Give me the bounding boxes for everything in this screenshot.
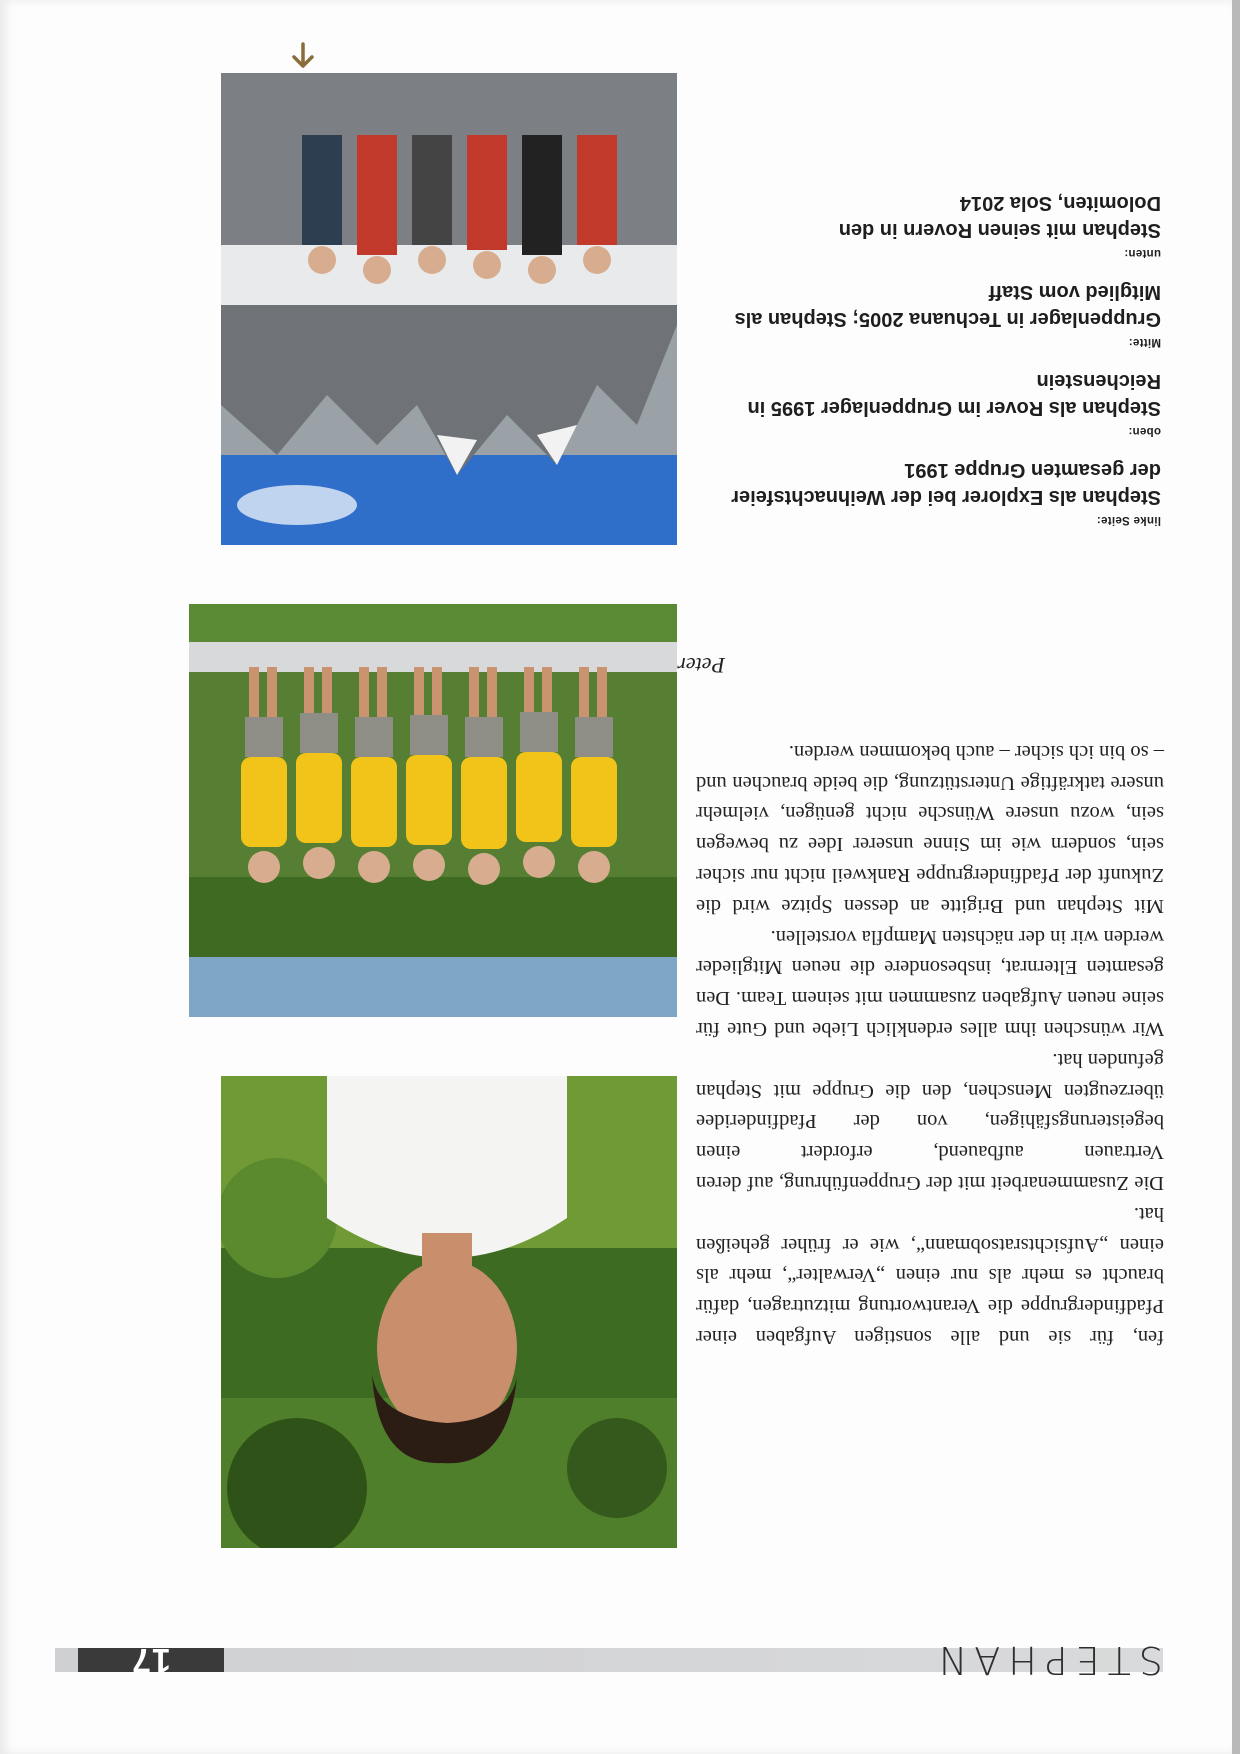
caption-label: oben: [1128, 425, 1161, 437]
arrow-up-icon [288, 40, 318, 70]
author-signature: Peter [677, 653, 725, 678]
page-number: 17 [131, 1641, 171, 1679]
caption-text: Stephan als Explorer bei der Weihnachtsfeier der gesamten Gruppe 1991 [731, 459, 1161, 508]
caption-text: Stephan mit seinen Rovern in den Dolomiten, Sola 2014 [838, 192, 1161, 241]
photo-stephan-portrait [221, 1076, 677, 1548]
caption-label: unten: [1124, 247, 1161, 259]
body-paragraph-1: fen, für sie und alle sonstigen Aufgaben einer Pfadfindergruppe die Verantwortung mitzutragen, dafür braucht es mehr als nur einen „Verwalter“, mehr als einen „Aufsichtsratsobmann“, wie er früher geheißen hat. [696, 1202, 1164, 1348]
body-paragraph-3: Wir wünschen ihm alles erdenklich Liebe und Gute für seine neuen Aufgaben zusammen mit seinem Team. Den gesamten Elternrat, insbesondere die neuen Mitglieder werden wir in der nächsten Mampfla vorstellen. [696, 925, 1164, 1041]
caption-text: Gruppenlager in Techuana 2005; Stephan als Mitglied vom Staff [734, 281, 1161, 330]
caption-text: Stephan als Rover im Gruppenlager 1995 in Reichenstein [747, 370, 1161, 419]
photo-captions [731, 170, 1161, 526]
photo-dolomites-rovers [221, 73, 677, 545]
body-paragraph-2: Die Zusammenarbeit mit der Gruppenführung, auf deren Vertrauen aufbauend, erfordert einen begeisterungsfähigen, von der Pfadfinderidee überzeugten Menschen, den die Gruppe mit Stephan gefunden hat. [696, 1048, 1164, 1195]
article-body [696, 736, 1164, 1352]
photo-group-camp [189, 604, 677, 1017]
caption-label: linke Seite: [1096, 514, 1161, 526]
body-paragraph-4: Mit Stephan und Brigitte an dessen Spitze wird die Zukunft der Pfadfindergruppe Rankweil nicht nur sicher sein, sondern wie im Sinne unserer Idee zu bewegen sein, wozu unsere Wünsche nicht genügen, vielmehr unsere tatkräftige Unterstützung, die beide brauchen und – so bin ich sicher – auch bekommen werden. [696, 740, 1164, 917]
section-title: STEPHAN [929, 1638, 1163, 1682]
caption-label: Mitte: [1128, 336, 1161, 348]
